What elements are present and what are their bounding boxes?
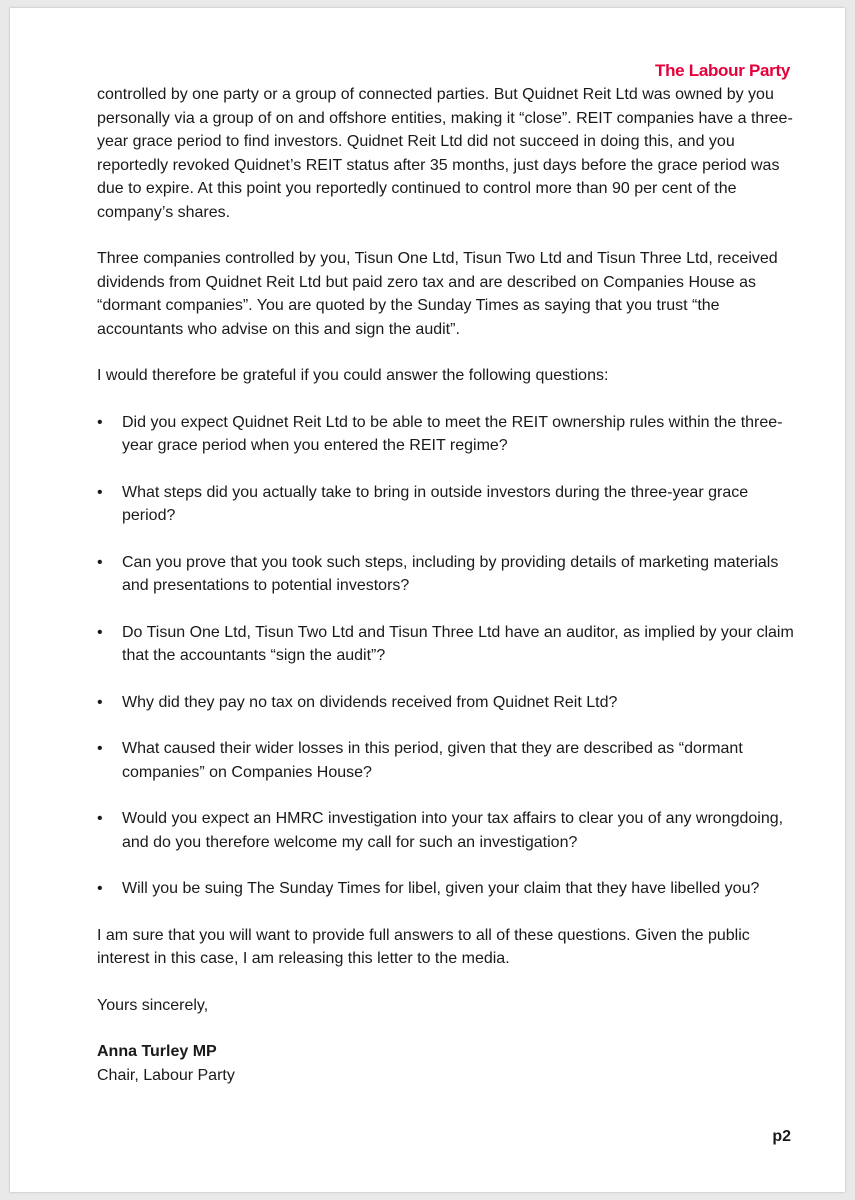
question-text: Do Tisun One Ltd, Tisun Two Ltd and Tisun Three Ltd have an auditor, as implied by your claim that the accountants “sign the audit”? xyxy=(122,623,794,664)
letter-body xyxy=(97,83,797,1087)
question-item xyxy=(97,807,797,854)
question-text: What steps did you actually take to bring in outside investors during the three-year grace period? xyxy=(122,483,749,524)
bullet-icon: • xyxy=(97,553,103,571)
paragraph-closing: I am sure that you will want to provide full answers to all of these questions. Given the public interest in this case, I am releasing this letter to the media. xyxy=(97,926,750,967)
question-text: What caused their wider losses in this period, given that they are described as “dormant companies” on Companies House? xyxy=(122,740,743,781)
question-text: Will you be suing The Sunday Times for libel, given your claim that they have libelled you? xyxy=(122,880,760,897)
question-text: Did you expect Quidnet Reit Ltd to be able to meet the REIT ownership rules within the three-year grace period when you entered the REIT regime? xyxy=(122,413,783,454)
bullet-icon: • xyxy=(97,623,103,641)
labour-party-logo: The Labour Party xyxy=(654,61,790,80)
signature-block xyxy=(97,1040,797,1087)
question-item xyxy=(97,411,797,458)
signatory-title: Chair, Labour Party xyxy=(97,1066,235,1084)
page-number: p2 xyxy=(772,1128,791,1145)
letter-page xyxy=(10,8,845,1192)
bullet-icon: • xyxy=(97,740,103,757)
question-item xyxy=(97,551,797,598)
question-text: Would you expect an HMRC investigation into your tax affairs to clear you of any wrongdoing, and do you therefore welcome my call for such an investigation? xyxy=(122,810,784,851)
paragraph-questions-intro: I would therefore be grateful if you could answer the following questions: xyxy=(97,367,609,384)
bullet-icon: • xyxy=(97,413,103,431)
bullet-icon: • xyxy=(97,693,103,711)
question-item xyxy=(97,877,797,901)
question-item xyxy=(97,737,797,784)
question-item xyxy=(97,691,797,715)
signatory-name: Anna Turley MP xyxy=(97,1043,217,1060)
question-item xyxy=(97,621,797,668)
bullet-icon: • xyxy=(97,810,103,827)
bullet-icon: • xyxy=(97,483,103,501)
question-text: Can you prove that you took such steps, including by providing details of marketing materials and presentations to potential investors? xyxy=(122,553,779,594)
paragraph-quidnet-reit: controlled by one party or a group of connected parties. But Quidnet Reit Ltd was owned by you personally via a group of on and offshore entities, making it “close”. REIT companies have a three-year grace period to find investors. Quidnet Reit Ltd did not succeed in doing this, and you reportedly revoked Quidnet’s REIT status after 35 months, just days before the grace period was due to expire. At this point you reportedly continued to control more than 90 per cent of the company’s shares. xyxy=(97,86,793,221)
question-item xyxy=(97,481,797,528)
valediction: Yours sincerely, xyxy=(97,996,209,1014)
paragraph-tisun-companies: Three companies controlled by you, Tisun One Ltd, Tisun Two Ltd and Tisun Three Ltd, received dividends from Quidnet Reit Ltd but paid zero tax and are described on Companies House as “dormant companies”. You are quoted by the Sunday Times as saying that you trust “the accountants who advise on this and sign the audit”. xyxy=(97,250,778,338)
bullet-icon: • xyxy=(97,880,103,897)
question-text: Why did they pay no tax on dividends received from Quidnet Reit Ltd? xyxy=(122,693,618,711)
questions-list xyxy=(97,411,797,901)
